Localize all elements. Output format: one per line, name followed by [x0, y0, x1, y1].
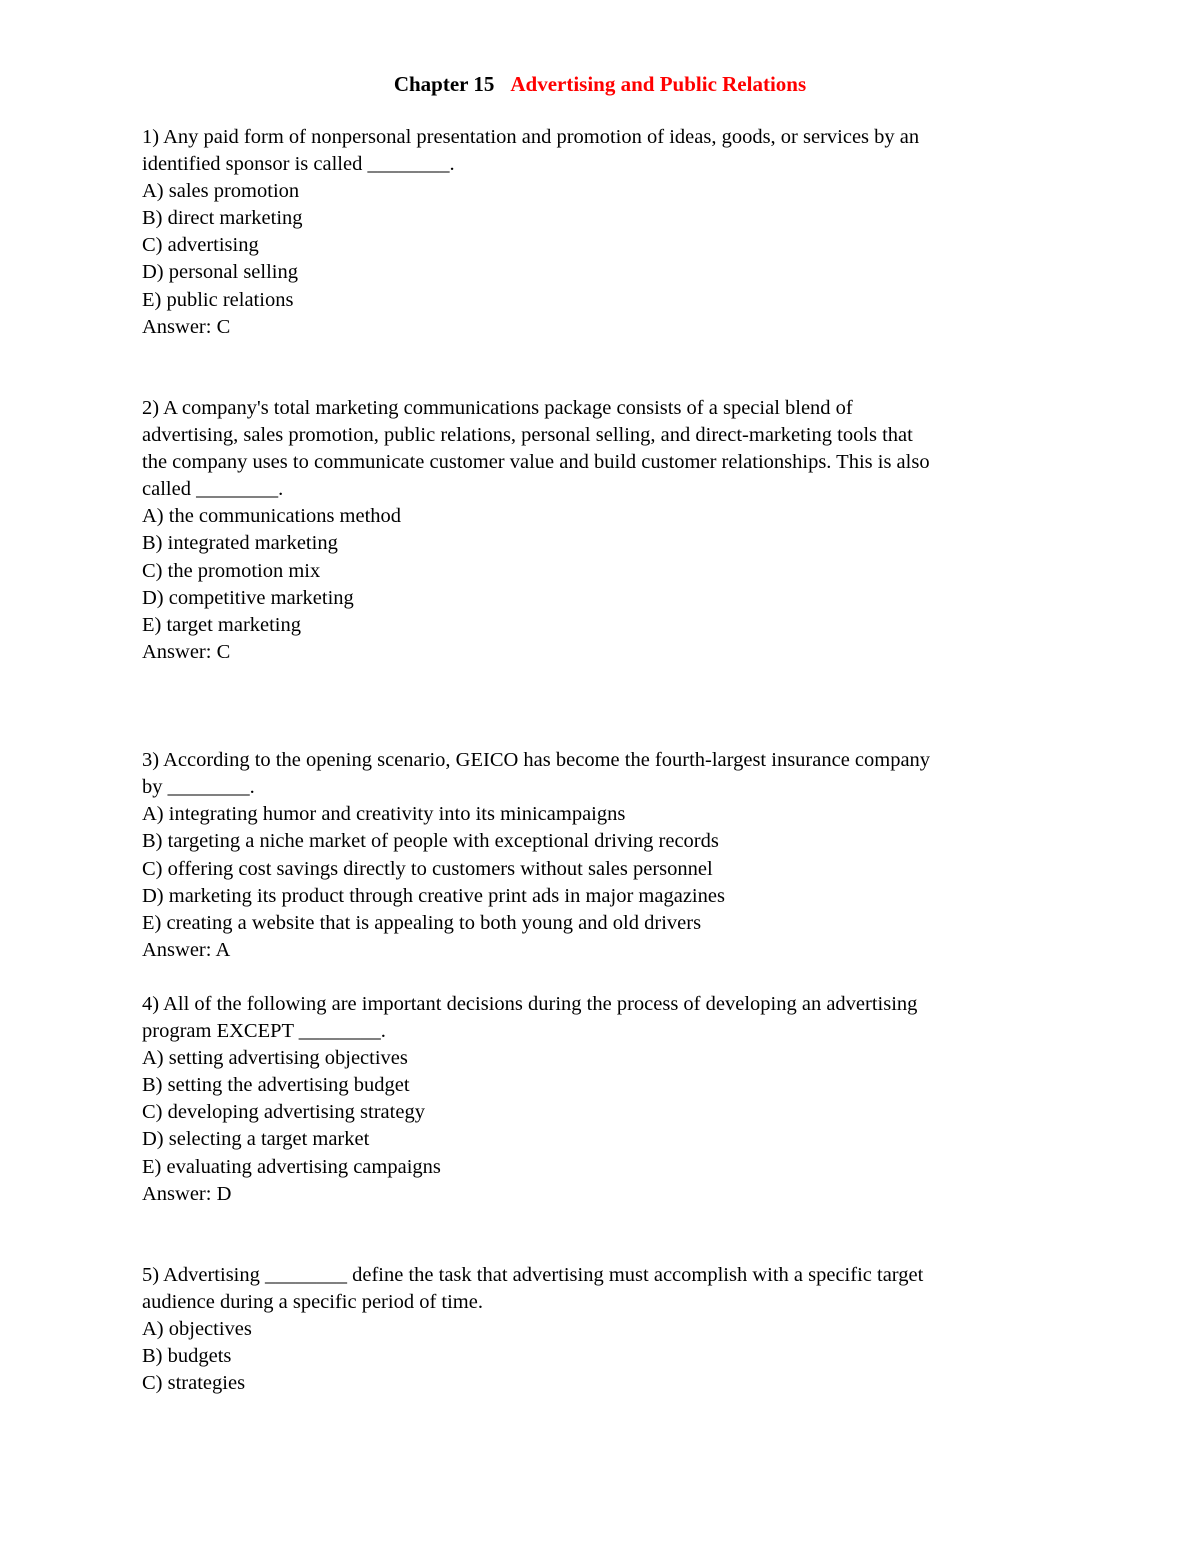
- answer: Answer: D: [142, 1182, 232, 1205]
- answer: Answer: A: [142, 938, 231, 961]
- question-stem-line: program EXCEPT ________.: [142, 1020, 386, 1043]
- question-stem-line: advertising, sales promotion, public relations, personal selling, and direct-marketing tools that: [142, 424, 913, 447]
- option-a: A) the communications method: [142, 505, 402, 528]
- question-stem-line: 5) Advertising ________ define the task that advertising must accomplish with a specific target: [142, 1263, 924, 1286]
- option-b: B) setting the advertising budget: [142, 1074, 410, 1097]
- question-stem-line: 3) According to the opening scenario, GEICO has become the fourth-largest insurance company: [142, 749, 931, 772]
- option-c: C) developing advertising strategy: [142, 1101, 425, 1124]
- question-3: [142, 747, 1062, 964]
- question-stem-line: 4) All of the following are important decisions during the process of developing an advertising: [142, 993, 918, 1016]
- question-stem-line: the company uses to communicate customer value and build customer relationships. This is also: [142, 451, 930, 474]
- option-d: D) marketing its product through creative print ads in major magazines: [142, 884, 725, 907]
- option-b: B) targeting a niche market of people with exceptional driving records: [142, 830, 719, 853]
- option-a: A) sales promotion: [142, 180, 300, 203]
- option-c: C) the promotion mix: [142, 559, 321, 582]
- question-list: [142, 124, 1062, 1397]
- answer: Answer: C: [142, 640, 231, 663]
- option-c: C) offering cost savings directly to customers without sales personnel: [142, 857, 713, 880]
- question-stem-line: audience during a specific period of time.: [142, 1291, 483, 1314]
- chapter-title: [0, 70, 1200, 98]
- answer: Answer: C: [142, 315, 231, 338]
- question-2: [142, 395, 1062, 666]
- question-stem-line: 1) Any paid form of nonpersonal presentation and promotion of ideas, goods, or services by an: [142, 126, 920, 148]
- option-b: B) integrated marketing: [142, 532, 338, 555]
- option-d: D) competitive marketing: [142, 586, 354, 609]
- option-c: C) advertising: [142, 234, 259, 257]
- question-stem-line: identified sponsor is called ________.: [142, 153, 455, 176]
- option-a: A) setting advertising objectives: [142, 1047, 408, 1070]
- question-stem-line: 2) A company's total marketing communications package consists of a special blend of: [142, 396, 853, 419]
- question-4: [142, 991, 1062, 1208]
- chapter-topic: Advertising and Public Relations: [510, 72, 807, 96]
- option-e: E) creating a website that is appealing to both young and old drivers: [142, 911, 702, 934]
- option-b: B) direct marketing: [142, 207, 303, 230]
- option-e: E) public relations: [142, 288, 294, 311]
- option-a: A) objectives: [142, 1318, 252, 1341]
- option-a: A) integrating humor and creativity into its minicampaigns: [142, 803, 626, 826]
- question-stem-line: by ________.: [142, 776, 255, 799]
- option-e: E) target marketing: [142, 613, 302, 636]
- question-stem-line: called ________.: [142, 478, 284, 501]
- option-d: D) selecting a target market: [142, 1128, 370, 1151]
- option-d: D) personal selling: [142, 261, 298, 284]
- option-e: E) evaluating advertising campaigns: [142, 1155, 441, 1178]
- chapter-number: Chapter 15: [393, 72, 495, 96]
- question-1: [142, 124, 1062, 341]
- option-b: B) budgets: [142, 1345, 232, 1368]
- question-5: [142, 1262, 1062, 1397]
- option-c: C) strategies: [142, 1372, 246, 1395]
